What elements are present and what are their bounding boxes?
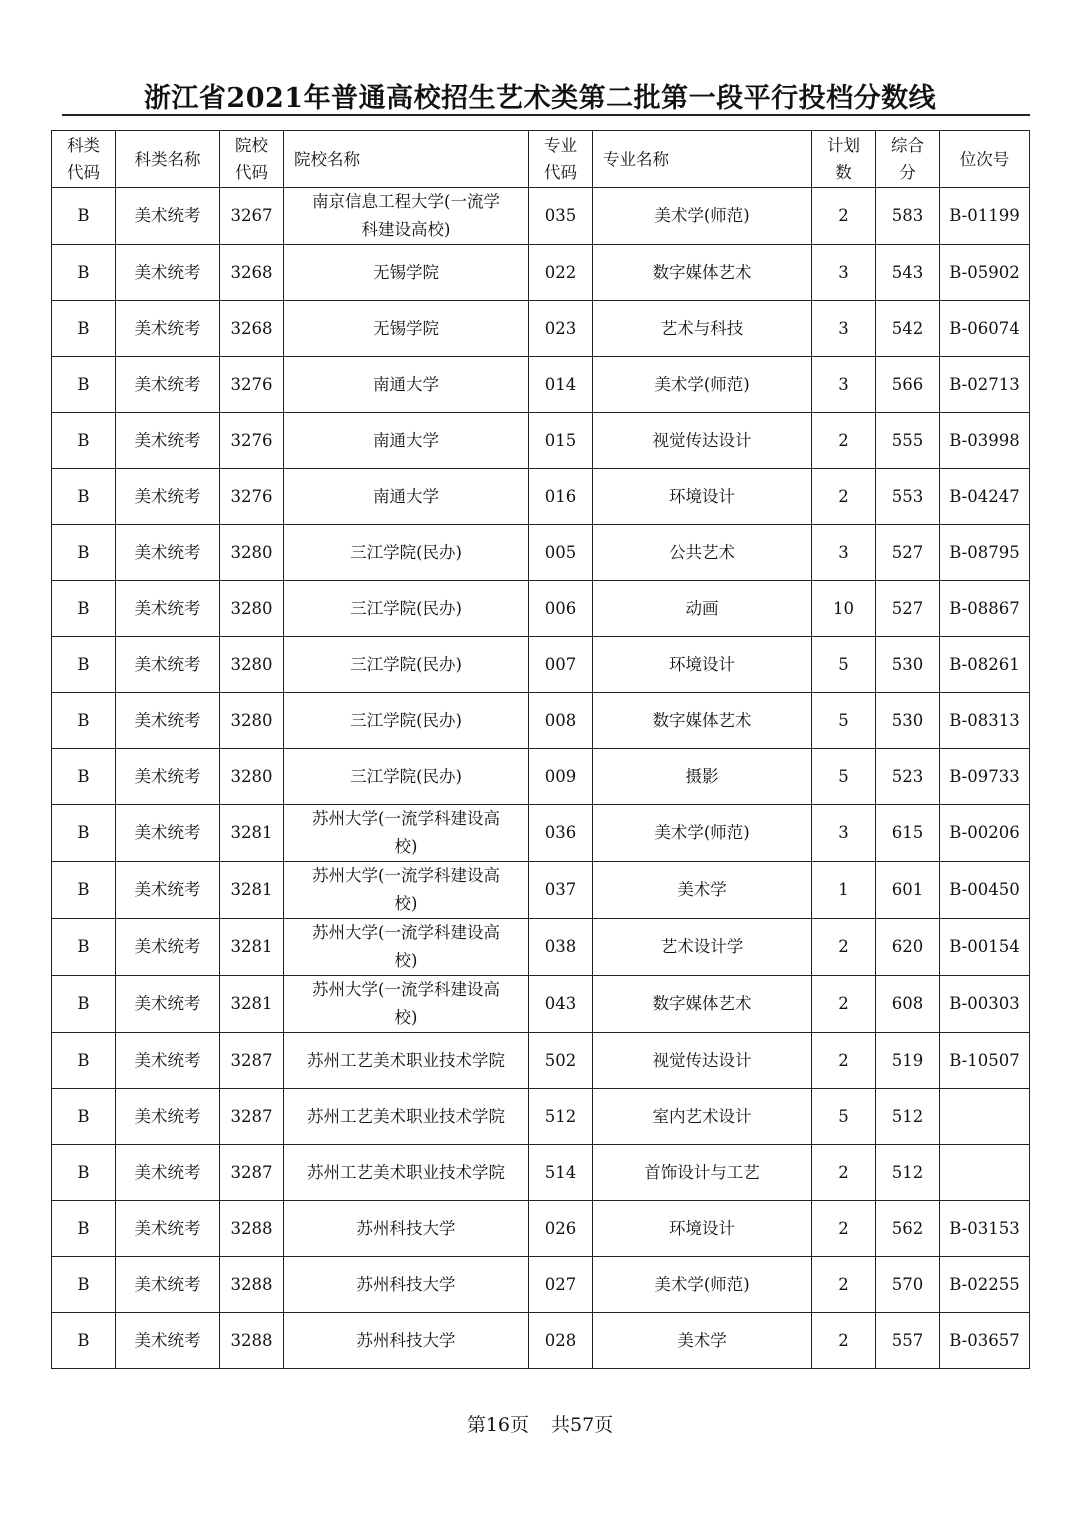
table-row xyxy=(52,357,1030,413)
score-table xyxy=(51,130,1030,1369)
cell-total-score: 530 xyxy=(876,637,940,693)
cell-major-name: 环境设计 xyxy=(593,469,812,525)
cell-total-score: 570 xyxy=(876,1257,940,1313)
cell-category-name: 美术统考 xyxy=(116,469,220,525)
cell-school-code: 3287 xyxy=(220,1145,284,1201)
cell-category-code: B xyxy=(52,976,116,1033)
cell-major-name: 环境设计 xyxy=(593,637,812,693)
cell-category-name: 美术统考 xyxy=(116,525,220,581)
table-row xyxy=(52,693,1030,749)
cell-school-code: 3276 xyxy=(220,357,284,413)
cell-school-code: 3281 xyxy=(220,805,284,862)
cell-plan-count: 3 xyxy=(812,245,876,301)
cell-plan-count: 5 xyxy=(812,693,876,749)
cell-major-name: 动画 xyxy=(593,581,812,637)
cell-major-name: 数字媒体艺术 xyxy=(593,693,812,749)
cell-school-name: 苏州科技大学 xyxy=(284,1201,529,1257)
cell-category-code: B xyxy=(52,413,116,469)
cell-plan-count: 1 xyxy=(812,862,876,919)
cell-plan-count: 5 xyxy=(812,749,876,805)
cell-major-name: 视觉传达设计 xyxy=(593,413,812,469)
cell-school-code: 3281 xyxy=(220,919,284,976)
cell-school-code: 3288 xyxy=(220,1257,284,1313)
table-row xyxy=(52,469,1030,525)
cell-plan-count: 2 xyxy=(812,919,876,976)
cell-school-name: 南通大学 xyxy=(284,469,529,525)
cell-plan-count: 10 xyxy=(812,581,876,637)
cell-school-code: 3281 xyxy=(220,976,284,1033)
cell-category-name: 美术统考 xyxy=(116,862,220,919)
cell-category-code: B xyxy=(52,469,116,525)
cell-school-code: 3268 xyxy=(220,245,284,301)
cell-category-name: 美术统考 xyxy=(116,1033,220,1089)
cell-total-score: 562 xyxy=(876,1201,940,1257)
cell-rank: B-03998 xyxy=(940,413,1030,469)
cell-major-code: 035 xyxy=(529,188,593,245)
cell-school-code: 3288 xyxy=(220,1313,284,1369)
table-row xyxy=(52,919,1030,976)
cell-rank: B-09733 xyxy=(940,749,1030,805)
cell-rank: B-04247 xyxy=(940,469,1030,525)
cell-school-name: 南通大学 xyxy=(284,357,529,413)
cell-school-code: 3280 xyxy=(220,749,284,805)
cell-category-code: B xyxy=(52,188,116,245)
cell-plan-count: 2 xyxy=(812,469,876,525)
cell-rank: B-06074 xyxy=(940,301,1030,357)
cell-major-code: 028 xyxy=(529,1313,593,1369)
header-category-name: 科类名称 xyxy=(116,131,220,188)
cell-category-code: B xyxy=(52,919,116,976)
cell-major-code: 016 xyxy=(529,469,593,525)
cell-rank: B-08261 xyxy=(940,637,1030,693)
cell-major-code: 038 xyxy=(529,919,593,976)
cell-category-code: B xyxy=(52,1033,116,1089)
cell-school-name: 三江学院(民办) xyxy=(284,525,529,581)
cell-major-code: 037 xyxy=(529,862,593,919)
header-school-code: 院校 代码 xyxy=(220,131,284,188)
cell-major-name: 视觉传达设计 xyxy=(593,1033,812,1089)
table-row xyxy=(52,1201,1030,1257)
cell-school-name: 苏州工艺美术职业技术学院 xyxy=(284,1033,529,1089)
cell-school-name: 三江学院(民办) xyxy=(284,749,529,805)
table-row xyxy=(52,1089,1030,1145)
cell-rank: B-03153 xyxy=(940,1201,1030,1257)
table-body xyxy=(52,188,1030,1369)
cell-category-name: 美术统考 xyxy=(116,413,220,469)
cell-major-name: 美术学(师范) xyxy=(593,805,812,862)
cell-major-name: 美术学(师范) xyxy=(593,1257,812,1313)
cell-major-code: 005 xyxy=(529,525,593,581)
cell-school-code: 3288 xyxy=(220,1201,284,1257)
cell-major-name: 美术学(师范) xyxy=(593,357,812,413)
cell-total-score: 566 xyxy=(876,357,940,413)
cell-school-code: 3280 xyxy=(220,525,284,581)
cell-major-code: 502 xyxy=(529,1033,593,1089)
cell-school-code: 3276 xyxy=(220,413,284,469)
cell-category-name: 美术统考 xyxy=(116,357,220,413)
cell-school-name: 苏州大学(一流学科建设高 校) xyxy=(284,862,529,919)
page-number: 第16页 xyxy=(466,1414,529,1436)
header-rank: 位次号 xyxy=(940,131,1030,188)
cell-rank: B-08313 xyxy=(940,693,1030,749)
cell-category-code: B xyxy=(52,1089,116,1145)
cell-total-score: 555 xyxy=(876,413,940,469)
cell-rank: B-08795 xyxy=(940,525,1030,581)
cell-school-name: 三江学院(民办) xyxy=(284,637,529,693)
cell-total-score: 523 xyxy=(876,749,940,805)
cell-plan-count: 5 xyxy=(812,637,876,693)
table-row xyxy=(52,1145,1030,1201)
cell-school-name: 苏州大学(一流学科建设高 校) xyxy=(284,919,529,976)
cell-category-name: 美术统考 xyxy=(116,581,220,637)
cell-category-code: B xyxy=(52,301,116,357)
header-major-code: 专业 代码 xyxy=(529,131,593,188)
cell-major-name: 美术学 xyxy=(593,1313,812,1369)
cell-category-code: B xyxy=(52,637,116,693)
cell-school-code: 3281 xyxy=(220,862,284,919)
header-school-name: 院校名称 xyxy=(284,131,529,188)
cell-total-score: 527 xyxy=(876,581,940,637)
cell-total-score: 601 xyxy=(876,862,940,919)
cell-plan-count: 5 xyxy=(812,1089,876,1145)
cell-school-name: 南京信息工程大学(一流学 科建设高校) xyxy=(284,188,529,245)
cell-major-code: 043 xyxy=(529,976,593,1033)
cell-total-score: 608 xyxy=(876,976,940,1033)
table-row xyxy=(52,245,1030,301)
cell-rank: B-02713 xyxy=(940,357,1030,413)
cell-school-name: 苏州科技大学 xyxy=(284,1257,529,1313)
table-row xyxy=(52,637,1030,693)
cell-school-name: 苏州工艺美术职业技术学院 xyxy=(284,1145,529,1201)
cell-category-code: B xyxy=(52,1313,116,1369)
cell-category-code: B xyxy=(52,525,116,581)
cell-total-score: 583 xyxy=(876,188,940,245)
cell-rank: B-00206 xyxy=(940,805,1030,862)
cell-school-code: 3280 xyxy=(220,693,284,749)
cell-school-code: 3280 xyxy=(220,581,284,637)
cell-major-code: 006 xyxy=(529,581,593,637)
cell-plan-count: 3 xyxy=(812,357,876,413)
cell-category-name: 美术统考 xyxy=(116,976,220,1033)
cell-major-code: 514 xyxy=(529,1145,593,1201)
cell-category-code: B xyxy=(52,1257,116,1313)
cell-category-code: B xyxy=(52,245,116,301)
cell-major-name: 数字媒体艺术 xyxy=(593,976,812,1033)
table-row xyxy=(52,805,1030,862)
table-row xyxy=(52,1033,1030,1089)
cell-category-name: 美术统考 xyxy=(116,301,220,357)
cell-rank: B-01199 xyxy=(940,188,1030,245)
cell-rank xyxy=(940,1145,1030,1201)
table-row xyxy=(52,862,1030,919)
cell-total-score: 519 xyxy=(876,1033,940,1089)
cell-category-name: 美术统考 xyxy=(116,693,220,749)
cell-school-code: 3287 xyxy=(220,1033,284,1089)
cell-rank: B-10507 xyxy=(940,1033,1030,1089)
cell-major-name: 公共艺术 xyxy=(593,525,812,581)
cell-major-name: 美术学 xyxy=(593,862,812,919)
cell-category-code: B xyxy=(52,357,116,413)
header-total-score: 综合 分 xyxy=(876,131,940,188)
cell-school-name: 南通大学 xyxy=(284,413,529,469)
cell-school-name: 无锡学院 xyxy=(284,245,529,301)
cell-total-score: 512 xyxy=(876,1145,940,1201)
page-footer xyxy=(0,1410,1080,1437)
cell-category-code: B xyxy=(52,749,116,805)
cell-school-name: 三江学院(民办) xyxy=(284,581,529,637)
cell-category-name: 美术统考 xyxy=(116,188,220,245)
cell-school-code: 3268 xyxy=(220,301,284,357)
table-header-row xyxy=(52,131,1030,188)
cell-category-name: 美术统考 xyxy=(116,637,220,693)
table-row xyxy=(52,525,1030,581)
cell-category-name: 美术统考 xyxy=(116,749,220,805)
cell-category-name: 美术统考 xyxy=(116,805,220,862)
cell-total-score: 512 xyxy=(876,1089,940,1145)
table-row xyxy=(52,1313,1030,1369)
cell-school-code: 3267 xyxy=(220,188,284,245)
cell-major-name: 环境设计 xyxy=(593,1201,812,1257)
cell-major-name: 首饰设计与工艺 xyxy=(593,1145,812,1201)
cell-school-code: 3280 xyxy=(220,637,284,693)
cell-category-name: 美术统考 xyxy=(116,1145,220,1201)
cell-category-name: 美术统考 xyxy=(116,245,220,301)
table-row xyxy=(52,1257,1030,1313)
cell-plan-count: 2 xyxy=(812,188,876,245)
header-major-name: 专业名称 xyxy=(593,131,812,188)
cell-category-code: B xyxy=(52,862,116,919)
cell-major-name: 摄影 xyxy=(593,749,812,805)
cell-total-score: 615 xyxy=(876,805,940,862)
cell-plan-count: 3 xyxy=(812,301,876,357)
cell-major-name: 数字媒体艺术 xyxy=(593,245,812,301)
cell-major-name: 艺术设计学 xyxy=(593,919,812,976)
cell-category-name: 美术统考 xyxy=(116,1257,220,1313)
page-title: 浙江省2021年普通高校招生艺术类第二批第一段平行投档分数线 xyxy=(143,83,937,114)
cell-major-code: 009 xyxy=(529,749,593,805)
cell-plan-count: 2 xyxy=(812,976,876,1033)
cell-school-name: 三江学院(民办) xyxy=(284,693,529,749)
cell-total-score: 553 xyxy=(876,469,940,525)
cell-major-code: 007 xyxy=(529,637,593,693)
cell-total-score: 542 xyxy=(876,301,940,357)
cell-major-code: 026 xyxy=(529,1201,593,1257)
cell-total-score: 557 xyxy=(876,1313,940,1369)
cell-plan-count: 2 xyxy=(812,1201,876,1257)
cell-major-name: 室内艺术设计 xyxy=(593,1089,812,1145)
cell-plan-count: 2 xyxy=(812,1145,876,1201)
cell-category-name: 美术统考 xyxy=(116,1089,220,1145)
cell-rank: B-00303 xyxy=(940,976,1030,1033)
cell-major-code: 014 xyxy=(529,357,593,413)
header-plan-count: 计划 数 xyxy=(812,131,876,188)
cell-category-code: B xyxy=(52,805,116,862)
table-row xyxy=(52,749,1030,805)
cell-school-name: 苏州工艺美术职业技术学院 xyxy=(284,1089,529,1145)
cell-major-code: 023 xyxy=(529,301,593,357)
cell-category-code: B xyxy=(52,1201,116,1257)
cell-major-code: 036 xyxy=(529,805,593,862)
cell-category-code: B xyxy=(52,581,116,637)
cell-school-name: 无锡学院 xyxy=(284,301,529,357)
cell-plan-count: 2 xyxy=(812,1313,876,1369)
cell-plan-count: 2 xyxy=(812,413,876,469)
cell-school-name: 苏州大学(一流学科建设高 校) xyxy=(284,805,529,862)
cell-category-name: 美术统考 xyxy=(116,919,220,976)
header-category-code: 科类 代码 xyxy=(52,131,116,188)
cell-plan-count: 2 xyxy=(812,1257,876,1313)
cell-major-code: 512 xyxy=(529,1089,593,1145)
cell-major-code: 015 xyxy=(529,413,593,469)
cell-school-code: 3276 xyxy=(220,469,284,525)
cell-rank xyxy=(940,1089,1030,1145)
table-row xyxy=(52,188,1030,245)
table-row xyxy=(52,581,1030,637)
table-row xyxy=(52,976,1030,1033)
table-row xyxy=(52,301,1030,357)
cell-school-name: 苏州大学(一流学科建设高 校) xyxy=(284,976,529,1033)
cell-total-score: 620 xyxy=(876,919,940,976)
cell-plan-count: 3 xyxy=(812,805,876,862)
cell-plan-count: 2 xyxy=(812,1033,876,1089)
cell-total-score: 527 xyxy=(876,525,940,581)
cell-school-code: 3287 xyxy=(220,1089,284,1145)
cell-category-name: 美术统考 xyxy=(116,1201,220,1257)
cell-rank: B-03657 xyxy=(940,1313,1030,1369)
cell-rank: B-00154 xyxy=(940,919,1030,976)
cell-rank: B-05902 xyxy=(940,245,1030,301)
cell-rank: B-02255 xyxy=(940,1257,1030,1313)
cell-rank: B-08867 xyxy=(940,581,1030,637)
page-total: 共57页 xyxy=(551,1414,614,1436)
cell-plan-count: 3 xyxy=(812,525,876,581)
cell-school-name: 苏州科技大学 xyxy=(284,1313,529,1369)
cell-total-score: 530 xyxy=(876,693,940,749)
cell-major-name: 艺术与科技 xyxy=(593,301,812,357)
title-rule xyxy=(62,114,1030,116)
cell-total-score: 543 xyxy=(876,245,940,301)
cell-major-code: 022 xyxy=(529,245,593,301)
cell-major-code: 027 xyxy=(529,1257,593,1313)
cell-rank: B-00450 xyxy=(940,862,1030,919)
cell-category-code: B xyxy=(52,693,116,749)
table-row xyxy=(52,413,1030,469)
cell-major-name: 美术学(师范) xyxy=(593,188,812,245)
cell-major-code: 008 xyxy=(529,693,593,749)
cell-category-name: 美术统考 xyxy=(116,1313,220,1369)
cell-category-code: B xyxy=(52,1145,116,1201)
